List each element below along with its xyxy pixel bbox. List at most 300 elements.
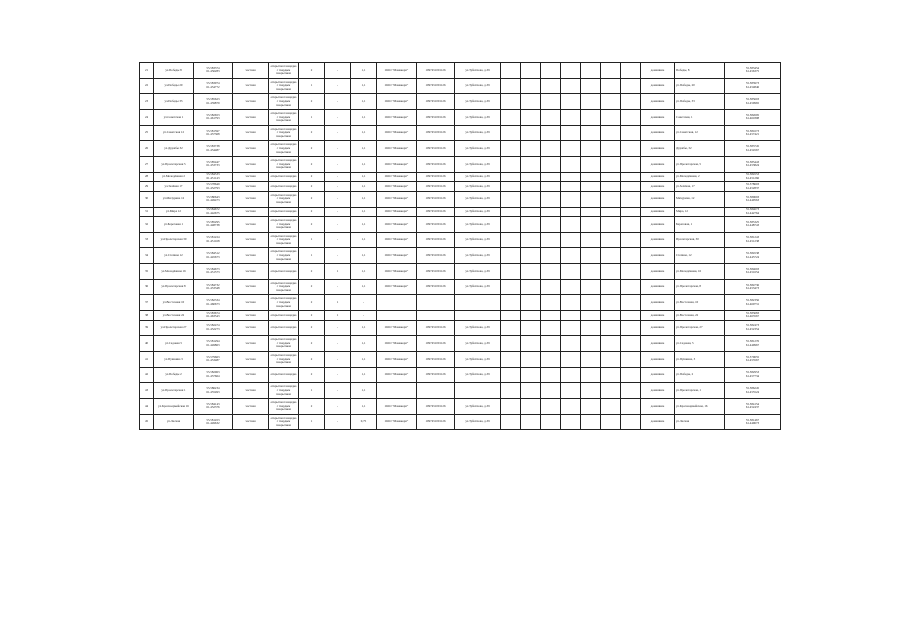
cell-operator-address: ул.Туйсёлова, д.39	[455, 94, 501, 110]
cell-blank	[581, 320, 601, 336]
cell-blank	[561, 232, 581, 248]
cell-row-number: 39	[140, 320, 154, 336]
cell-blank	[521, 78, 541, 94]
cell-blank	[561, 110, 581, 126]
cell-blank	[541, 248, 561, 264]
cell-blank	[501, 320, 521, 336]
cell-blank	[501, 207, 521, 217]
cell-location: ул.Пролетарская 30	[154, 232, 194, 248]
cell-source-type: домашние	[641, 182, 675, 192]
cell-source-address: Береговая, 1	[675, 217, 725, 233]
cell-blank	[561, 383, 581, 399]
cell-operator-ogrn: 1097451001126	[417, 232, 455, 248]
cell-source-address: ул.Пролетарская, 8	[675, 279, 725, 295]
cell-source-address: ул.Красноармейская, 16	[675, 399, 725, 415]
cell-blank	[621, 383, 641, 399]
cell-surface-type: открытая площадка с твердым покрытием	[269, 383, 299, 399]
cell-blank	[601, 320, 621, 336]
cell-row-number: 32	[140, 217, 154, 233]
cell-blank	[581, 352, 601, 368]
cell-blank	[601, 232, 621, 248]
cell-operator-ogrn: 1097451001126	[417, 94, 455, 110]
cell-blank	[501, 264, 521, 280]
cell-blank	[601, 94, 621, 110]
cell-blank	[501, 94, 521, 110]
cell-blank	[581, 311, 601, 321]
cell-operator-address: ул.Туйсёлова, д.39	[455, 172, 501, 182]
cell-location: ул.Восточная 10	[154, 295, 194, 311]
cell-operator-address: ул.Туйсёлова, д.39	[455, 264, 501, 280]
cell-ownership: частная	[233, 232, 269, 248]
cell-blank	[581, 182, 601, 192]
cell-source-type: домашние	[641, 295, 675, 311]
cell-row-number: 36	[140, 279, 154, 295]
cell-container-count: 2	[299, 125, 325, 141]
cell-operator-ogrn: 1097451001126	[417, 367, 455, 383]
cell-container-volume: 1,1	[351, 78, 377, 94]
cell-ownership: частная	[233, 63, 269, 79]
cell-source-coordinates: 55.584553 61.451266	[725, 172, 781, 182]
cell-row-number: 43	[140, 383, 154, 399]
cell-row-number: 25	[140, 125, 154, 141]
cell-row-number: 40	[140, 336, 154, 352]
cell-source-type: домашние	[641, 320, 675, 336]
cell-blank	[521, 110, 541, 126]
cell-surface-type: открытая площадка	[269, 311, 299, 321]
cell-location: ул.Мира 12	[154, 207, 194, 217]
cell-container-count: 1	[299, 110, 325, 126]
spreadsheet-page	[139, 62, 760, 582]
cell-blank	[541, 352, 561, 368]
cell-source-address: ул.Победы, 20	[675, 78, 725, 94]
cell-blank	[621, 110, 641, 126]
cell-blank	[561, 279, 581, 295]
cell-container-volume: 1,1	[351, 352, 377, 368]
cell-blank	[561, 295, 581, 311]
cell-blank	[561, 191, 581, 207]
cell-coordinates: 55.584672 61.442675	[194, 207, 233, 217]
cell-blank	[541, 110, 561, 126]
cell-operator-ogrn: 1097451001126	[417, 182, 455, 192]
cell-blank	[521, 383, 541, 399]
cell-blank	[601, 182, 621, 192]
cell-container-count: 2	[299, 279, 325, 295]
cell-source-address: ул.Советская, 12	[675, 125, 725, 141]
cell-ownership: частная	[233, 336, 269, 352]
cell-source-address: ул.Победы, 2	[675, 367, 725, 383]
cell-surface-type: открытая площадка с твердым покрытием	[269, 336, 299, 352]
cell-bunker-count: -	[325, 125, 351, 141]
cell-source-type: домашние	[641, 94, 675, 110]
cell-source-address: ул.Пушкина, 3	[675, 352, 725, 368]
cell-blank	[501, 311, 521, 321]
cell-source-address: ул.Лесная	[675, 414, 725, 430]
cell-operator-address: ул.Туйсёлова, д.39	[455, 279, 501, 295]
cell-blank	[561, 63, 581, 79]
cell-bunker-count: -	[325, 352, 351, 368]
cell-surface-type: открытая площадка с твердым покрытием	[269, 399, 299, 415]
cell-operator-name: ООО "Мамакорп"	[377, 336, 417, 352]
cell-operator-address: ул.Туйсёлова, д.39	[455, 399, 501, 415]
cell-row-number: 29	[140, 182, 154, 192]
cell-blank	[561, 399, 581, 415]
cell-ownership: частная	[233, 367, 269, 383]
table-row	[140, 94, 781, 110]
cell-blank	[621, 191, 641, 207]
cell-container-volume: 1,1	[351, 63, 377, 79]
cell-source-address: Советская, 1	[675, 110, 725, 126]
cell-blank	[521, 352, 541, 368]
cell-blank	[621, 172, 641, 182]
cell-ownership: частная	[233, 141, 269, 157]
cell-source-coordinates: 55.582695 61.461808	[725, 110, 781, 126]
cell-blank	[541, 264, 561, 280]
cell-blank	[501, 336, 521, 352]
table-row	[140, 207, 781, 217]
cell-blank	[581, 110, 601, 126]
cell-blank	[621, 367, 641, 383]
cell-blank	[581, 264, 601, 280]
cell-blank	[561, 367, 581, 383]
cell-blank	[541, 336, 561, 352]
cell-coordinates: 55.583738 61.454487	[194, 141, 233, 157]
cell-operator-name: ООО "Мамакорп"	[377, 207, 417, 217]
cell-operator-address: ул.Туйсёлова, д.39	[455, 157, 501, 173]
cell-source-type: домашние	[641, 125, 675, 141]
cell-operator-ogrn: 1097451001126	[417, 352, 455, 368]
cell-source-type: домашние	[641, 63, 675, 79]
cell-blank	[621, 63, 641, 79]
cell-source-coordinates: 55.582953 61.457734	[725, 367, 781, 383]
cell-blank	[621, 78, 641, 94]
cell-row-number: 27	[140, 157, 154, 173]
cell-blank	[541, 232, 561, 248]
cell-source-type: домашние	[641, 232, 675, 248]
cell-operator-ogrn	[417, 383, 455, 399]
cell-operator-ogrn: 1097451001126	[417, 78, 455, 94]
cell-source-address: ул.Восточная, 10	[675, 295, 725, 311]
cell-blank	[561, 157, 581, 173]
cell-source-coordinates: 55.584693 61.451654	[725, 264, 781, 280]
cell-surface-type: открытая площадка с твердым покрытием	[269, 157, 299, 173]
cell-blank	[521, 207, 541, 217]
cell-blank	[541, 295, 561, 311]
cell-location: ул.Степная 12	[154, 248, 194, 264]
cell-blank	[621, 182, 641, 192]
cell-container-volume: 1,1	[351, 336, 377, 352]
cell-blank	[581, 217, 601, 233]
cell-blank	[501, 182, 521, 192]
cell-source-address: ул.Зелёная, 17	[675, 182, 725, 192]
cell-blank	[601, 352, 621, 368]
cell-container-count: 2	[299, 352, 325, 368]
cell-location: ул.Пролетарская 5	[154, 157, 194, 173]
cell-blank	[581, 367, 601, 383]
table-row	[140, 367, 781, 383]
cell-source-type: домашние	[641, 78, 675, 94]
cell-bunker-count: -	[325, 414, 351, 430]
cell-blank	[581, 399, 601, 415]
cell-source-coordinates: 55.584673 61.442764	[725, 207, 781, 217]
cell-blank	[621, 311, 641, 321]
cell-container-volume: 1,1	[351, 320, 377, 336]
cell-blank	[561, 172, 581, 182]
cell-coordinates: 55.584673 61.451573	[194, 264, 233, 280]
cell-blank	[541, 94, 561, 110]
cell-bunker-count: -	[325, 63, 351, 79]
cell-coordinates: 55.581294 61.449863	[194, 336, 233, 352]
table-row	[140, 264, 781, 280]
cell-location: ул.Советская 1	[154, 110, 194, 126]
cell-coordinates: 55.581224 61.451168	[194, 232, 233, 248]
cell-source-type: домашние	[641, 279, 675, 295]
cell-bunker-count: -	[325, 367, 351, 383]
cell-location: ул.Победы 8	[154, 63, 194, 79]
cell-operator-address	[455, 311, 501, 321]
cell-location: ул.Мичурина 12	[154, 191, 194, 207]
cell-operator-ogrn	[417, 295, 455, 311]
cell-container-volume: 1,1	[351, 279, 377, 295]
cell-operator-address: ул.Туйсёлова, д.39	[455, 367, 501, 383]
cell-blank	[601, 125, 621, 141]
cell-source-coordinates: 55.578603 61.452837	[725, 182, 781, 192]
table-row	[140, 110, 781, 126]
cell-surface-type: открытая площадка	[269, 172, 299, 182]
cell-source-address: Пролетарская, 30	[675, 232, 725, 248]
cell-operator-name: ООО "Мамакорп"	[377, 399, 417, 415]
cell-blank	[561, 78, 581, 94]
cell-bunker-count: -	[325, 207, 351, 217]
cell-bunker-count: 1	[325, 311, 351, 321]
cell-location: ул.Дружбы 32	[154, 141, 194, 157]
cell-blank	[541, 141, 561, 157]
table-row	[140, 125, 781, 141]
cell-ownership: частная	[233, 172, 269, 182]
cell-operator-address: ул.Туйсёлова, д.39	[455, 217, 501, 233]
cell-surface-type: открытая площадка	[269, 264, 299, 280]
cell-row-number: 23	[140, 94, 154, 110]
cell-blank	[521, 94, 541, 110]
cell-container-count: 2	[299, 295, 325, 311]
cell-source-address: ул.Пролетарская, 27	[675, 320, 725, 336]
cell-source-address: ул.Пролетарская, 1	[675, 383, 725, 399]
cell-blank	[581, 141, 601, 157]
cell-source-coordinates: 55.583973 61.454846	[725, 78, 781, 94]
cell-location: ул.Пролетарская 27	[154, 320, 194, 336]
cell-blank	[621, 207, 641, 217]
cell-operator-name: ООО "Мамакорп"	[377, 279, 417, 295]
cell-ownership: частная	[233, 248, 269, 264]
cell-source-type: домашние	[641, 217, 675, 233]
cell-operator-name: ООО "Мамакорп"	[377, 94, 417, 110]
cell-operator-name: ООО "Мамакорп"	[377, 352, 417, 368]
cell-coordinates: 55.583374 61.456283	[194, 63, 233, 79]
cell-operator-ogrn: 1097451001126	[417, 399, 455, 415]
cell-operator-ogrn: 1097451001126	[417, 191, 455, 207]
cell-blank	[521, 279, 541, 295]
cell-ownership: частная	[233, 207, 269, 217]
cell-surface-type: открытая площадка с твердым покрытием	[269, 295, 299, 311]
cell-operator-address: ул.Туйсёлова, д.39	[455, 207, 501, 217]
cell-surface-type: открытая площадка с твердым покрытием	[269, 110, 299, 126]
cell-blank	[541, 367, 561, 383]
cell-row-number: 28	[140, 172, 154, 182]
cell-coordinates: 55.582334 61.460673	[194, 295, 233, 311]
cell-source-coordinates: 55.582356 61.460731	[725, 295, 781, 311]
table-row	[140, 311, 781, 321]
cell-blank	[541, 78, 561, 94]
cell-source-coordinates: 55.585603 61.459965	[725, 94, 781, 110]
cell-row-number: 45	[140, 414, 154, 430]
cell-container-volume: 0,75	[351, 414, 377, 430]
cell-container-count: 2	[299, 207, 325, 217]
cell-blank	[621, 125, 641, 141]
cell-container-volume: 1,1	[351, 125, 377, 141]
cell-row-number: 37	[140, 295, 154, 311]
cell-blank	[541, 311, 561, 321]
cell-blank	[521, 125, 541, 141]
cell-operator-address: ул.Туйсёлова, д.39	[455, 320, 501, 336]
cell-blank	[541, 279, 561, 295]
cell-operator-address	[455, 295, 501, 311]
cell-blank	[621, 232, 641, 248]
table-row	[140, 399, 781, 415]
cell-bunker-count: -	[325, 191, 351, 207]
cell-operator-ogrn: 1097451001126	[417, 414, 455, 430]
cell-container-count: 2	[299, 336, 325, 352]
cell-source-type: домашние	[641, 157, 675, 173]
cell-location: ул.Молодёжная 16	[154, 264, 194, 280]
cell-location: ул.Садовая 5	[154, 336, 194, 352]
cell-blank	[521, 320, 541, 336]
cell-ownership: частная	[233, 217, 269, 233]
cell-blank	[501, 295, 521, 311]
cell-blank	[621, 141, 641, 157]
cell-surface-type: открытая площадка с твердым покрытием	[269, 94, 299, 110]
table-row	[140, 63, 781, 79]
cell-source-coordinates: 55.584736 61.453473	[725, 279, 781, 295]
table-row	[140, 295, 781, 311]
cell-blank	[601, 191, 621, 207]
cell-container-count: 2	[299, 191, 325, 207]
cell-location: ул.Красноармейская 16	[154, 399, 194, 415]
cell-blank	[581, 94, 601, 110]
cell-operator-name: ООО "Мамакорп"	[377, 217, 417, 233]
cell-row-number: 44	[140, 399, 154, 415]
cell-source-address: Мира, 12	[675, 207, 725, 217]
cell-ownership: частная	[233, 320, 269, 336]
cell-blank	[521, 399, 541, 415]
table-row	[140, 279, 781, 295]
cell-blank	[521, 295, 541, 311]
cell-coordinates: 55.585623 61.459879	[194, 94, 233, 110]
cell-blank	[621, 157, 641, 173]
cell-location: ул.Пушкина 3	[154, 352, 194, 368]
cell-container-volume: 1,1	[351, 232, 377, 248]
cell-source-coordinates: 55.583683 61.463567	[725, 311, 781, 321]
cell-source-type: домашние	[641, 172, 675, 182]
cell-container-count: 2	[299, 367, 325, 383]
cell-operator-name: ООО "Мамакорп"	[377, 264, 417, 280]
cell-source-coordinates: 55.580693 61.449563	[725, 191, 781, 207]
cell-blank	[621, 248, 641, 264]
cell-blank	[521, 336, 541, 352]
cell-blank	[501, 172, 521, 182]
cell-blank	[601, 367, 621, 383]
cell-blank	[521, 264, 541, 280]
cell-blank	[541, 157, 561, 173]
cell-blank	[521, 367, 541, 383]
cell-source-address: ул.Пролетарская, 5	[675, 157, 725, 173]
cell-source-coordinates: 55.579655 61.453567	[725, 352, 781, 368]
cell-blank	[561, 182, 581, 192]
table-row	[140, 352, 781, 368]
cell-blank	[501, 367, 521, 383]
cell-ownership: частная	[233, 110, 269, 126]
cell-source-address: Мичурина, 12	[675, 191, 725, 207]
cell-row-number: 38	[140, 311, 154, 321]
cell-source-coordinates: 55.586245 61.455524	[725, 383, 781, 399]
cell-ownership: частная	[233, 399, 269, 415]
table-row	[140, 182, 781, 192]
cell-blank	[501, 248, 521, 264]
cell-blank	[621, 399, 641, 415]
cell-operator-ogrn: 1097451001126	[417, 336, 455, 352]
cell-blank	[521, 157, 541, 173]
cell-blank	[501, 63, 521, 79]
cell-blank	[541, 414, 561, 430]
cell-operator-ogrn: 1097451001126	[417, 157, 455, 173]
cell-source-type: домашние	[641, 191, 675, 207]
cell-ownership: частная	[233, 78, 269, 94]
cell-coordinates: 55.580643 61.449473	[194, 191, 233, 207]
cell-row-number: 34	[140, 248, 154, 264]
cell-operator-name: ООО "Мамакорп"	[377, 182, 417, 192]
cell-source-coordinates: 55.585325 61.448743	[725, 217, 781, 233]
register-table	[139, 62, 781, 430]
cell-surface-type: открытая площадка с твердым покрытием	[269, 248, 299, 264]
cell-blank	[541, 217, 561, 233]
cell-container-count: 2	[299, 94, 325, 110]
cell-operator-name: ООО "Мамакорп"	[377, 320, 417, 336]
cell-bunker-count: -	[325, 336, 351, 352]
cell-blank	[621, 352, 641, 368]
cell-source-type: домашние	[641, 311, 675, 321]
cell-operator-name	[377, 295, 417, 311]
cell-blank	[601, 157, 621, 173]
cell-blank	[601, 336, 621, 352]
cell-blank	[501, 217, 521, 233]
cell-container-count: 2	[299, 399, 325, 415]
cell-blank	[601, 399, 621, 415]
cell-container-count: 2	[299, 217, 325, 233]
table-row	[140, 191, 781, 207]
cell-bunker-count: -	[325, 279, 351, 295]
cell-location: ул.Молодёжная 2	[154, 172, 194, 182]
cell-ownership: частная	[233, 279, 269, 295]
cell-surface-type: открытая площадка с твердым покрытием	[269, 414, 299, 430]
cell-row-number: 42	[140, 367, 154, 383]
cell-blank	[561, 352, 581, 368]
cell-operator-ogrn: 1097451001126	[417, 125, 455, 141]
cell-row-number: 22	[140, 78, 154, 94]
cell-operator-address	[455, 383, 501, 399]
cell-operator-name: ООО "Мамакорп"	[377, 191, 417, 207]
cell-container-volume: -	[351, 311, 377, 321]
cell-ownership: частная	[233, 383, 269, 399]
cell-coordinates: 55.578649 61.452793	[194, 182, 233, 192]
cell-container-volume: 1,1	[351, 207, 377, 217]
